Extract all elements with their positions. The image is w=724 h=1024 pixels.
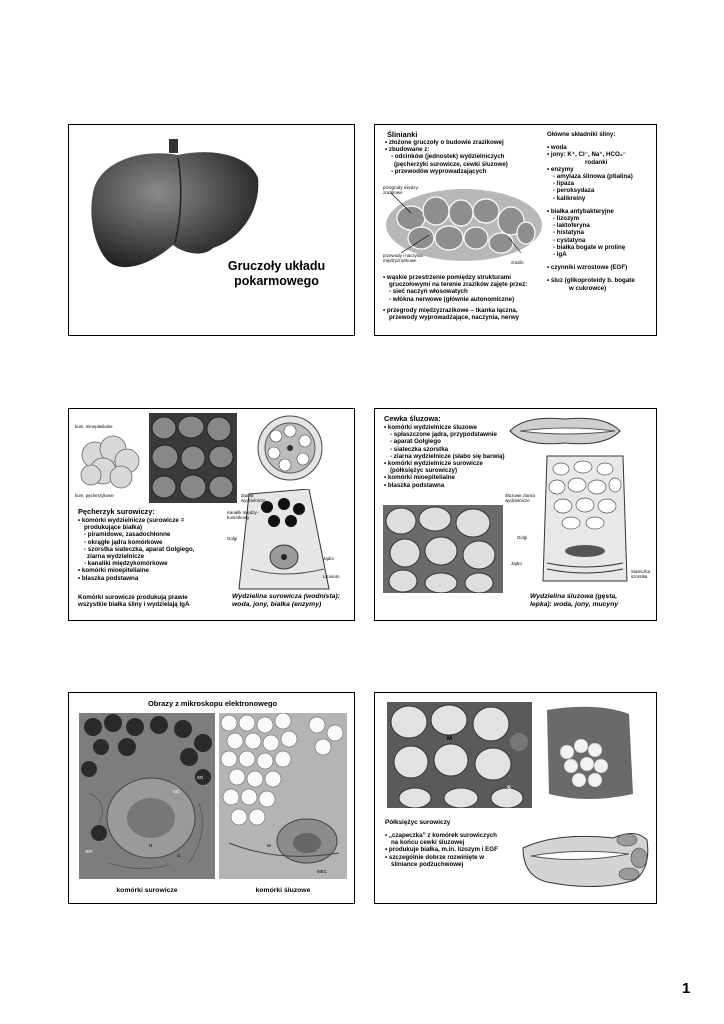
text-line: (pęcherzyki surowicze, cewki śluzowe) [394,160,508,168]
text-line: - odcinków (jednostek) wydzielniczych [391,153,505,161]
saliva-components-list [547,131,657,292]
label-s: S [507,786,512,792]
text-line: • przegrody międzyzrazikowe – tkanka łączna, [383,306,518,314]
acinus-3d-image [73,425,147,499]
text-line: - kanaliki międzykomórkowe [84,560,168,568]
label-golgi: Golgi [517,535,528,540]
slide2-intro-list [385,139,550,175]
text-line: w cukrowce) [569,284,607,292]
slide3-note [78,594,228,608]
em-label-sg-2: SG [173,789,180,794]
em-label-sg: SG [197,775,204,780]
text-line: woda, jony, białka (enzymy) [232,601,322,608]
text-line: - przewodów wyprowadzających [391,167,487,175]
slide-electron-microscopy [68,692,355,904]
text-line: - sieć naczyń włosowatych [389,288,468,296]
slide2-title: Ślinianki [387,130,418,139]
text-line: • komórki wydzielnicze śluzowe [384,424,477,431]
slide-title [68,124,355,336]
slide-title-line1: Gruczoły układu [227,259,326,273]
text-line: • komórki wydzielnicze surowicze [384,460,483,468]
label-kanalik: Kanalik między- komórkowy [227,510,258,520]
text-line: Komórki surowicze produkują prawie [78,594,188,601]
text-line: ziarna wydzielnicze [87,553,145,561]
text-line: wszystkie białka śliny i wydzielają IgA [78,601,190,609]
text-line: • śluz (glikoproteidy b. bogate [547,277,635,285]
text-line: - siateczka szorstka [390,445,449,453]
text-line: - spłaszczone jądra, przypodstawnie [390,431,497,439]
mucous-micrograph [383,505,503,593]
text-line: Wydzielina śluzowa (gęsta, [530,593,618,600]
text-line: • szczególnie dobrze rozwinięte w [385,853,485,861]
label-sluzowe-ziarna: Śluzowe ziarna wydzielnicze [505,493,535,503]
text-line: - białka bogate w prolinę [553,243,626,251]
text-line: na końcu cewki śluzowej [391,839,465,847]
slide-title-line2: pokarmowego [234,274,319,288]
text-line: • woda [547,144,567,152]
text-line: (półksiężyc surowiczy) [390,467,458,475]
label-przewody: przewody i naczynia międzyzrazikowe [383,253,423,263]
serous-micrograph [149,413,237,503]
text-line: przewody wyprowadzające, naczynia, nerwy [389,314,519,322]
label-lizosom: Lizosom [323,574,340,579]
label-jadro: Jądro [511,561,522,566]
slide-mucous-tubule [374,408,657,621]
label-pech: kom. pęcherzykowe [75,493,114,498]
text-line: • komórki mioepitelialne [384,474,455,482]
slide4-title: Cewka śluzowa: [384,414,441,423]
text-line: • produkuje białka, m.in. lizozym i EGF [385,846,498,854]
slide2-bottom-list [383,274,553,321]
text-line: • wąskie przestrzenie pomiędzy strukturami [383,274,512,281]
demilune-3d-drawing [517,818,653,898]
text-line: lepka): woda, jony, mucyny [530,601,619,608]
label-ziarna: Ziarna wydzielnicze [241,493,266,503]
label-przegrody: przegrody między- zrazikowe [383,185,420,195]
text-line: rodanki [585,158,608,166]
text-line: • blaszka podstawna [384,481,445,489]
text-line: - włókna nerwowe (głównie autonomiczne) [389,295,515,303]
mucous-tubule-drawing [505,411,625,451]
text-line: - lizozym [553,215,580,223]
text-line: - kalikreiny [553,194,586,202]
text-line: - cystatyna [553,236,586,244]
slide6-title: Półksiężyc surowiczy [385,819,451,826]
text-line: - okrągłe jądra komórkowe [84,538,163,546]
text-line: • blaszka podstawna [78,574,139,582]
em-label-m: M [267,843,271,848]
label-siateczka: Siateczka szorstka [631,569,651,579]
text-line: Wydzielina surowicza (wodnista): [232,593,340,600]
mucous-cell-diagram [535,451,635,586]
text-line: • jony: K⁺, Cl⁻, Na⁺, HCO₃⁻ [547,151,626,159]
em-label-mec: MEC [317,869,327,874]
text-line: • komórki wydzielnicze (surowicze = [78,517,185,524]
acinus-cross-section [255,413,325,483]
slide-salivary-glands [374,124,657,336]
em-mucous-cells [219,713,347,879]
label-jadro: Jądro [323,556,334,561]
text-line: śliniance podżuchwowej [391,860,464,868]
text-line: • „czapeczka” z komórek surowiczych [385,832,497,839]
text-line: - peroksydaza [553,187,595,195]
label-golgi: Golgi [227,536,238,541]
slide5-title: Obrazy z mikroskopu elektronowego [148,699,277,708]
saliva-components-title: Główne składniki śliny: [547,131,616,138]
label-m: M [447,736,452,742]
text-line: - lipaza [553,180,574,188]
text-line: • komórki mioepitelialne [78,567,149,575]
demilune-micrograph-1 [387,702,532,808]
em-label-mg: MG [231,799,239,804]
em-label-g: G [177,853,181,858]
slide-serous-acinus [68,408,355,621]
em-serous-cells [79,713,215,879]
slide6-list [385,832,525,868]
caption-mucous: komórki śluzowe [255,887,311,894]
text-line: - histatyna [553,229,584,237]
text-line: • zbudowane z: [385,146,430,154]
text-line: - IgA [553,251,567,259]
em-label-n: N [149,843,153,848]
text-line: - szorstka siateczka, aparat Golgiego, [84,545,195,553]
text-line: gruczołowymi na terenie zrazików zajęte przez: [389,281,528,289]
label-zraziki: zraziki [511,260,524,265]
slide3-caption [232,593,352,609]
text-line: - aparat Golgiego [390,438,441,446]
text-line: • złożone gruczoły o budowie zrazikowej [385,139,504,146]
text-line: • enzymy [547,165,574,173]
text-line: • białka antybakteryjne [547,207,614,215]
slide4-caption [530,593,655,609]
em-label-rer: rER [85,849,93,854]
page-number: 1 [682,980,691,997]
text-line: produkujące białka) [84,524,143,532]
text-line: - ziarna wydzielnicze (słabo się barwią) [390,452,505,460]
caption-serous: komórki surowicze [116,887,178,894]
text-line: - laktoferyna [553,222,590,230]
demilune-micrograph-2 [537,702,637,804]
text-line: - amylaza ślinowa (ptialina) [553,173,633,181]
slide-serous-demilune [374,692,657,904]
text-line: - piramidowe, zasadochłonne [84,531,171,539]
slide3-title: Pęcherzyk surowiczy: [78,507,155,516]
label-mio: kom. mioepitelialne [75,424,113,429]
slide3-list [78,517,228,582]
liver-image [83,133,263,278]
text-line: • czynniki wzrostowe (EGF) [547,264,628,272]
